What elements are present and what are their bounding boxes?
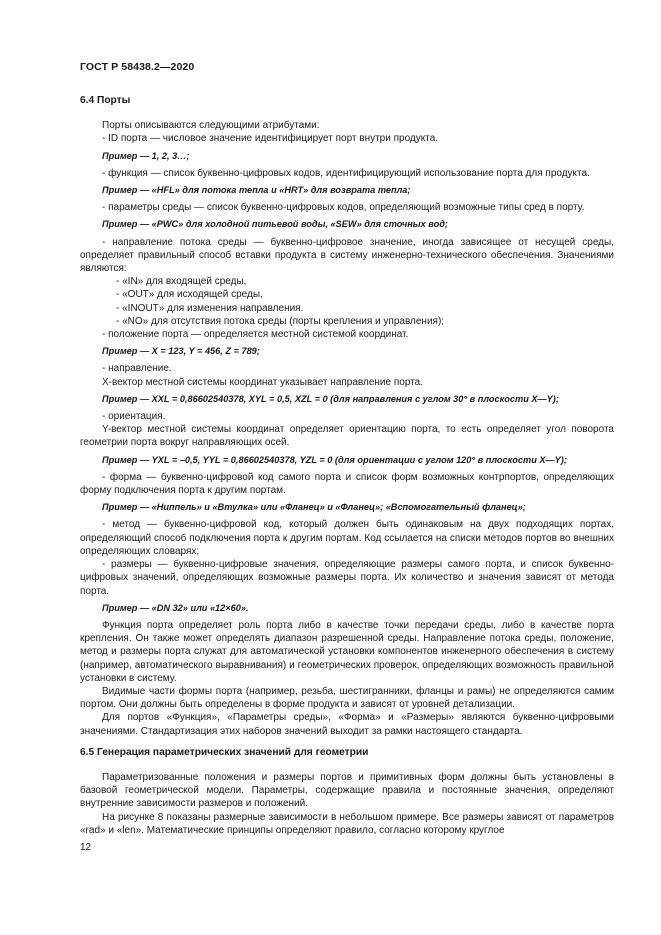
paragraph: Y-вектор местной системы координат определяет ориентацию порта, то есть определяет угол поворота геометрии порта вокруг направляющих осей.: [80, 424, 614, 449]
page-content: [80, 94, 614, 837]
list-item: - форма — буквенно-цифровой код самого порта и список форм возможных контрпортов, определяющих форму подключения порта к другим портам.: [80, 471, 614, 497]
example: Пример — «DN 32» или «12×60».: [102, 602, 249, 613]
page-number: 12: [80, 842, 92, 853]
document-header: ГОСТ Р 58438.2—2020: [80, 61, 195, 73]
paragraph: На рисунке 8 показаны размерные зависимости в небольшом примере. Все размеры зависят от параметров «rad» и «len». Математические принципы определяют правило, согласно которому круглое: [80, 811, 614, 836]
list-item: - размеры — буквенно-цифровые значения, определяющие размеры самого порта, и список буквенно-цифровых значений, определяющих возможные размеры порта. Их количество и значения зависят от метода порта.: [80, 559, 614, 597]
example: Пример — «HFL» для потока тепла и «HRT» для возврата тепла;: [102, 185, 411, 196]
list-subitem: - «INOUT» для изменения направления.: [116, 302, 304, 314]
example: Пример — «PWC» для холодной питьевой воды, «SEW» для сточных вод;: [102, 219, 448, 230]
section-heading: 6.4 Порты: [80, 95, 131, 106]
list-item: - направление потока среды — буквенно-цифровое значение, иногда зависящее от несущей среды, определяет правильный способ вставки продукта в систему инженерно-технического обеспечения. Значениями являются:: [80, 236, 614, 275]
paragraph: Для портов «Функция», «Параметры среды», «Форма» и «Размеры» являются буквенно-цифровыми значениями. Стандартизация этих наборов значений выходит за рамки настоящего стандарта.: [80, 712, 614, 737]
paragraph: Параметризованные положения и размеры портов и примитивных форм должны быть установлены в базовой геометрической модели. Параметры, содержащие правила и постоянные значения, определяют внутренние зависимости размеров и положений.: [80, 771, 614, 810]
list-subitem: - «IN» для входящей среды,: [116, 276, 247, 288]
example: Пример — 1, 2, 3…;: [102, 150, 190, 161]
section-heading: 6.5 Генерация параметрических значений для геометрии: [80, 746, 369, 758]
paragraph: Порты описываются следующими атрибутами:: [102, 120, 320, 132]
example: Пример — YXL = –0,5, YYL = 0,86602540378, YZL = 0 (для ориентации с углом 120° в плоскости X—Y);: [102, 454, 567, 465]
example: Пример — X = 123, Y = 456, Z = 789;: [102, 346, 260, 357]
list-item: - параметры среды — список буквенно-цифровых кодов, определяющий возможные типы сред в порту.: [102, 202, 585, 214]
list-item: - функция — список буквенно-цифровых кодов, идентифицирующий использование порта для продукта.: [102, 167, 590, 179]
list-item: - ID порта — числовое значение идентифицирует порт внутри продукта.: [102, 133, 439, 145]
list-item: - метод — буквенно-цифровой код, который должен быть одинаковым на двух подходящих портах, определяющий способ подключения порта к другим портам. Код ссылается на списки методов портов во внешних определяющих словарях;: [80, 519, 614, 557]
list-subitem: - «NO» для отсутствия потока среды (порты крепления и управления);: [116, 315, 445, 327]
paragraph: Функция порта определяет роль порта либо в качестве точки передачи среды, либо в качестве порта крепления. Он также может определять диапазон разрешенной среды. Направление потока среды, положение, метод и размеры порта служат для автоматической установки компонентов инженерного обеспечения в систему (например, автоматического выравнивания) и геометрических проверок, определяющих возможность правильной установки в систему.: [80, 619, 614, 684]
list-item: - направление.: [102, 363, 172, 375]
paragraph: X-вектор местной системы координат указывает направление порта.: [102, 376, 423, 388]
list-item: - положение порта — определяется местной системой координат.: [102, 329, 409, 341]
example: Пример — XXL = 0,86602540378, XYL = 0,5, XZL = 0 (для направления с углом 30° в плоскости X—Y);: [102, 393, 559, 404]
list-item: - ориентация.: [102, 411, 166, 423]
example: Пример — «Ниппель» и «Втулка» или «Фланец» и «Фланец»; «Вспомогательный фланец»;: [102, 502, 526, 513]
paragraph: Видимые части формы порта (например, резьба, шестигранники, фланцы и рамы) не определяются самим портом. Они должны быть определены в форме продукта и зависят от уровней детализации.: [80, 685, 614, 711]
list-subitem: - «OUT» для исходящей среды,: [116, 289, 263, 301]
